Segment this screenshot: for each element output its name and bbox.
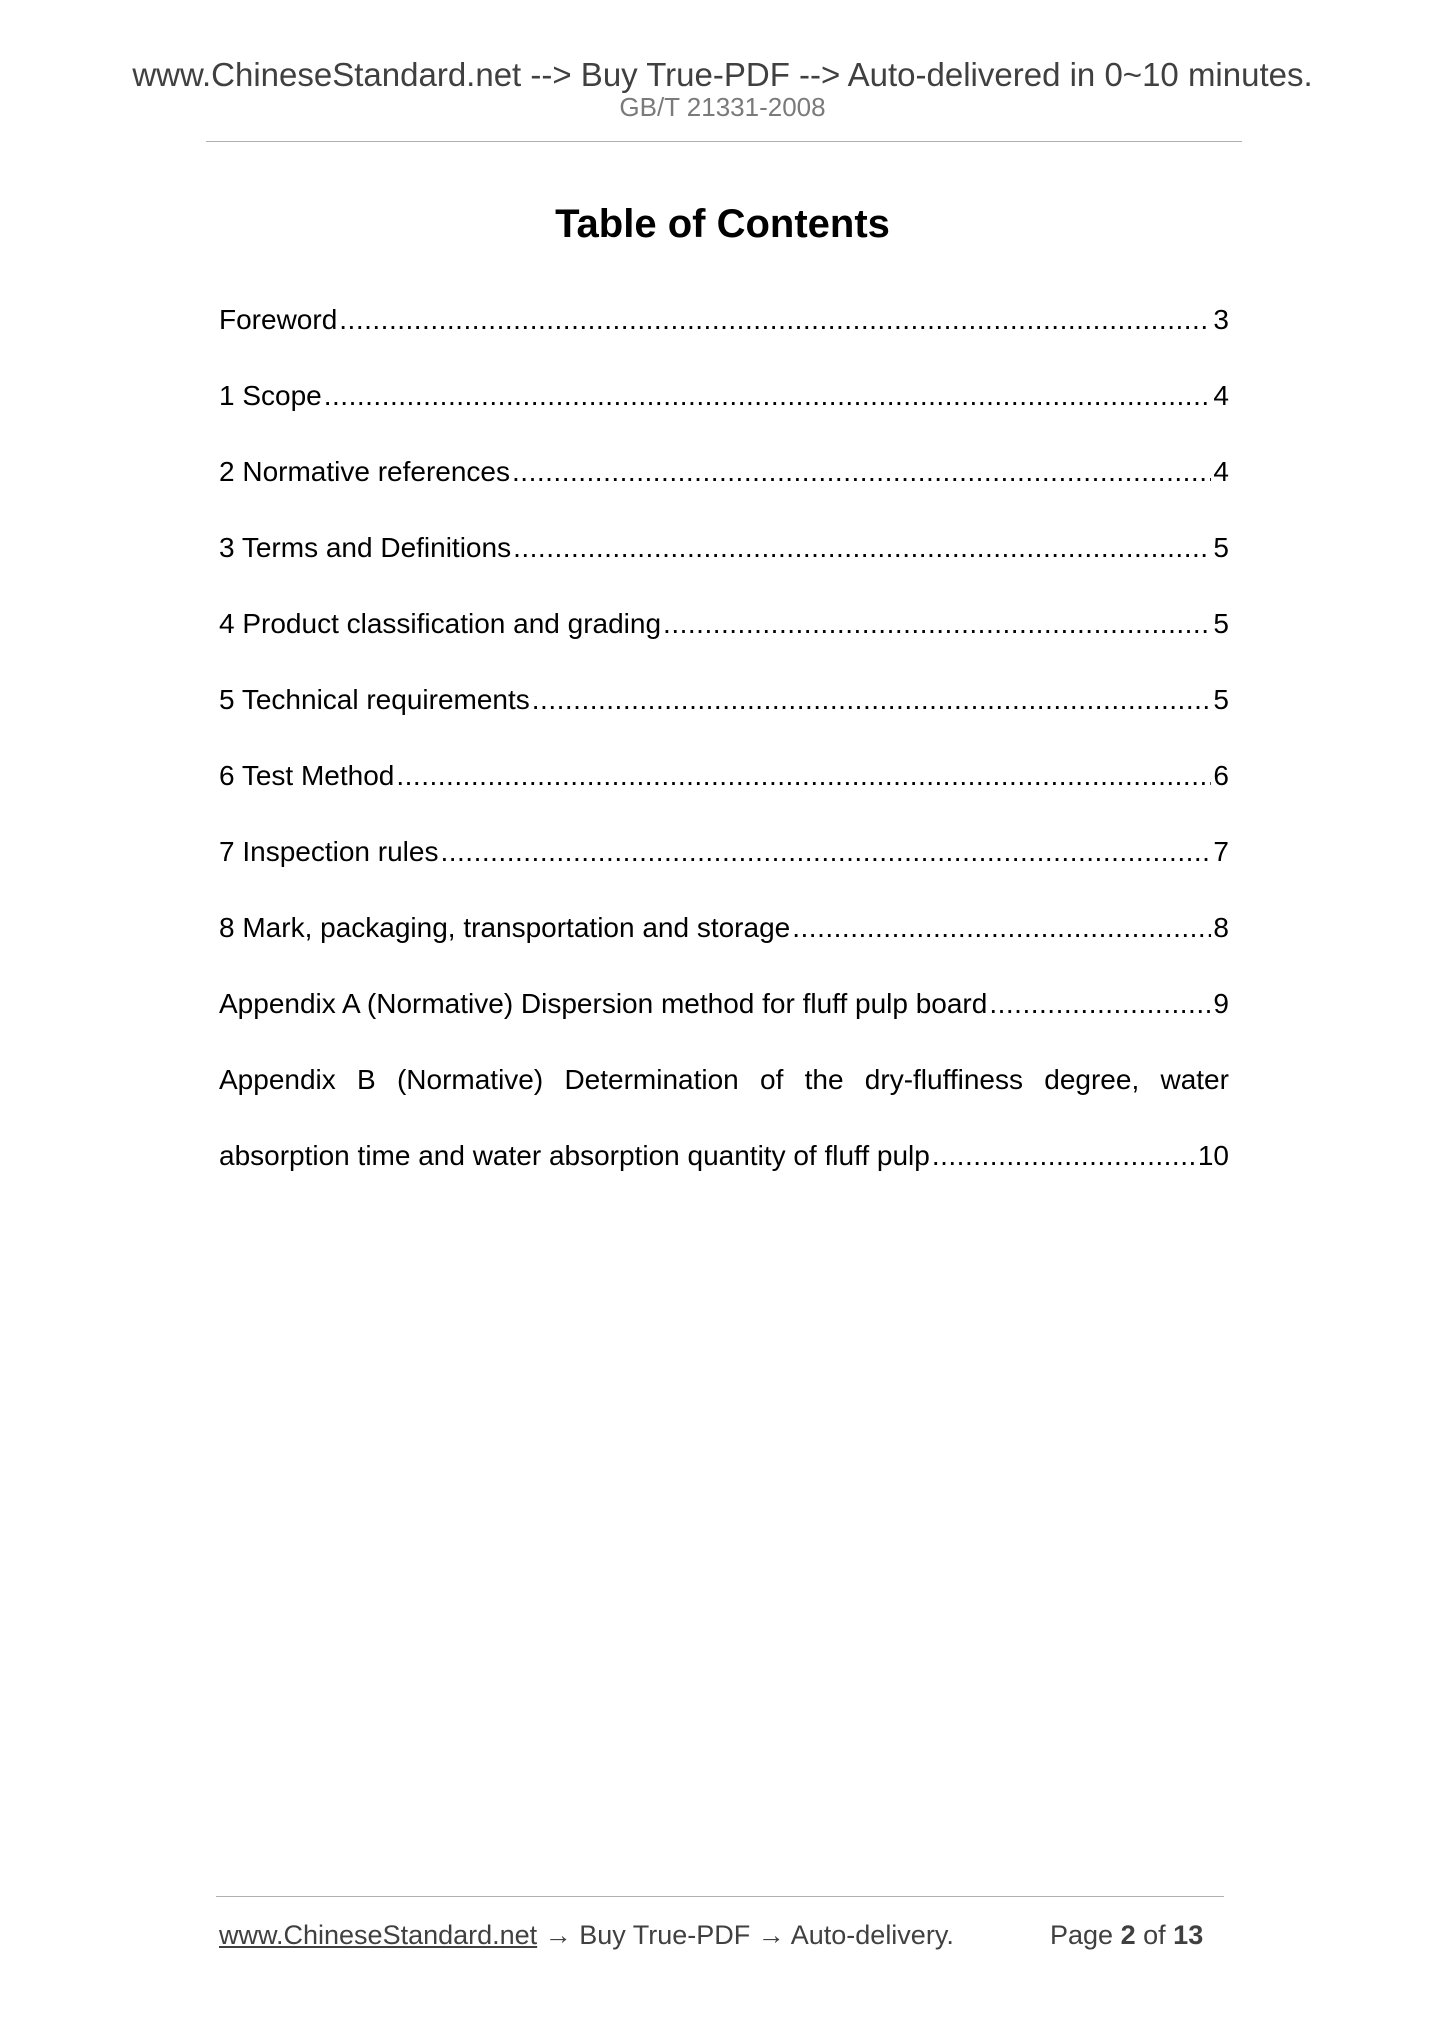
toc-entry-label: 3 Terms and Definitions — [219, 532, 512, 563]
toc-leader-dots — [989, 984, 1211, 1024]
toc-word: B — [357, 1064, 376, 1095]
toc-entry-page: 5 — [1213, 532, 1229, 563]
toc-entry-label: Foreword — [219, 304, 338, 335]
toc-leader-dots — [324, 376, 1212, 416]
toc-entry-page: 4 — [1213, 380, 1229, 411]
toc-entry-page: 8 — [1213, 912, 1229, 943]
toc-leader-dots — [512, 452, 1211, 492]
document-code: GB/T 21331-2008 — [619, 92, 826, 122]
toc-entry-scope[interactable] — [219, 376, 1229, 452]
toc-entry-label-line2 — [219, 1136, 1229, 1212]
footer-site-line — [219, 1918, 954, 1952]
footer-divider — [216, 1896, 1224, 1897]
toc-entry-label: 2 Normative references — [219, 456, 511, 487]
header-divider — [206, 141, 1242, 142]
toc-leader-dots — [932, 1136, 1196, 1176]
toc-word: Appendix — [219, 1064, 336, 1095]
toc-entry-page: 5 — [1213, 608, 1229, 639]
toc-entry-label: Appendix A (Normative) Dispersion method for fluff pulp board — [219, 988, 988, 1019]
toc-entry-technical-requirements[interactable] — [219, 680, 1229, 756]
toc-entry-foreword[interactable] — [219, 300, 1229, 376]
toc-entry-page: 5 — [1213, 684, 1229, 715]
toc-entry-terms-definitions[interactable] — [219, 528, 1229, 604]
toc-entry-page: 4 — [1213, 456, 1229, 487]
toc-entry-label: 6 Test Method — [219, 760, 395, 791]
toc-entry-label: 4 Product classification and grading — [219, 608, 662, 639]
toc-entry-page: 3 — [1213, 304, 1229, 335]
footer-site-link[interactable]: www.ChineseStandard.net — [219, 1920, 538, 1950]
footer-tagline: → Buy True-PDF → Auto-delivery. — [537, 1920, 954, 1950]
toc-entry-normative-references[interactable] — [219, 452, 1229, 528]
toc-entry-inspection-rules[interactable] — [219, 832, 1229, 908]
toc-leader-dots — [440, 832, 1211, 872]
toc-word: the — [804, 1064, 844, 1095]
toc-word: of — [760, 1064, 784, 1095]
toc-list — [219, 300, 1229, 1212]
toc-entry-page: 9 — [1213, 988, 1229, 1019]
toc-entry-label: 1 Scope — [219, 380, 322, 411]
toc-entry-test-method[interactable] — [219, 756, 1229, 832]
page-indicator — [1050, 1918, 1203, 1952]
of-word: of — [1143, 1920, 1166, 1950]
page-word: Page — [1050, 1920, 1114, 1950]
toc-leader-dots — [339, 300, 1211, 340]
toc-entry-page: 7 — [1213, 836, 1229, 867]
toc-entry-mark-packaging[interactable] — [219, 908, 1229, 984]
toc-entry-label: 8 Mark, packaging, transportation and storage — [219, 912, 791, 943]
toc-entry-page: 6 — [1213, 760, 1229, 791]
toc-entry-label: 7 Inspection rules — [219, 836, 439, 867]
page-title: Table of Contents — [555, 202, 890, 246]
total-page-number: 13 — [1173, 1920, 1204, 1950]
toc-leader-dots — [513, 528, 1211, 568]
toc-word: degree, — [1044, 1064, 1140, 1095]
toc-entry-label-line1 — [219, 1060, 1229, 1136]
toc-leader-dots — [792, 908, 1211, 948]
toc-entry-page: 10 — [1197, 1140, 1229, 1171]
toc-word: dry-fluffiness — [864, 1064, 1024, 1095]
toc-entry-appendix-b[interactable] — [219, 1060, 1229, 1212]
toc-entry-label: absorption time and water absorption quantity of fluff pulp — [219, 1140, 930, 1171]
toc-word: (Normative) — [396, 1064, 544, 1095]
toc-word: Determination — [564, 1064, 739, 1095]
toc-entry-appendix-a[interactable] — [219, 984, 1229, 1060]
toc-leader-dots — [663, 604, 1211, 644]
toc-word: water — [1160, 1064, 1229, 1095]
toc-entry-label: 5 Technical requirements — [219, 684, 530, 715]
toc-leader-dots — [396, 756, 1211, 796]
header-banner[interactable]: www.ChineseStandard.net --> Buy True-PDF --> Auto-delivered in 0~10 minutes. — [132, 56, 1313, 93]
toc-leader-dots — [532, 680, 1212, 720]
current-page-number: 2 — [1120, 1920, 1136, 1950]
toc-entry-product-classification[interactable] — [219, 604, 1229, 680]
